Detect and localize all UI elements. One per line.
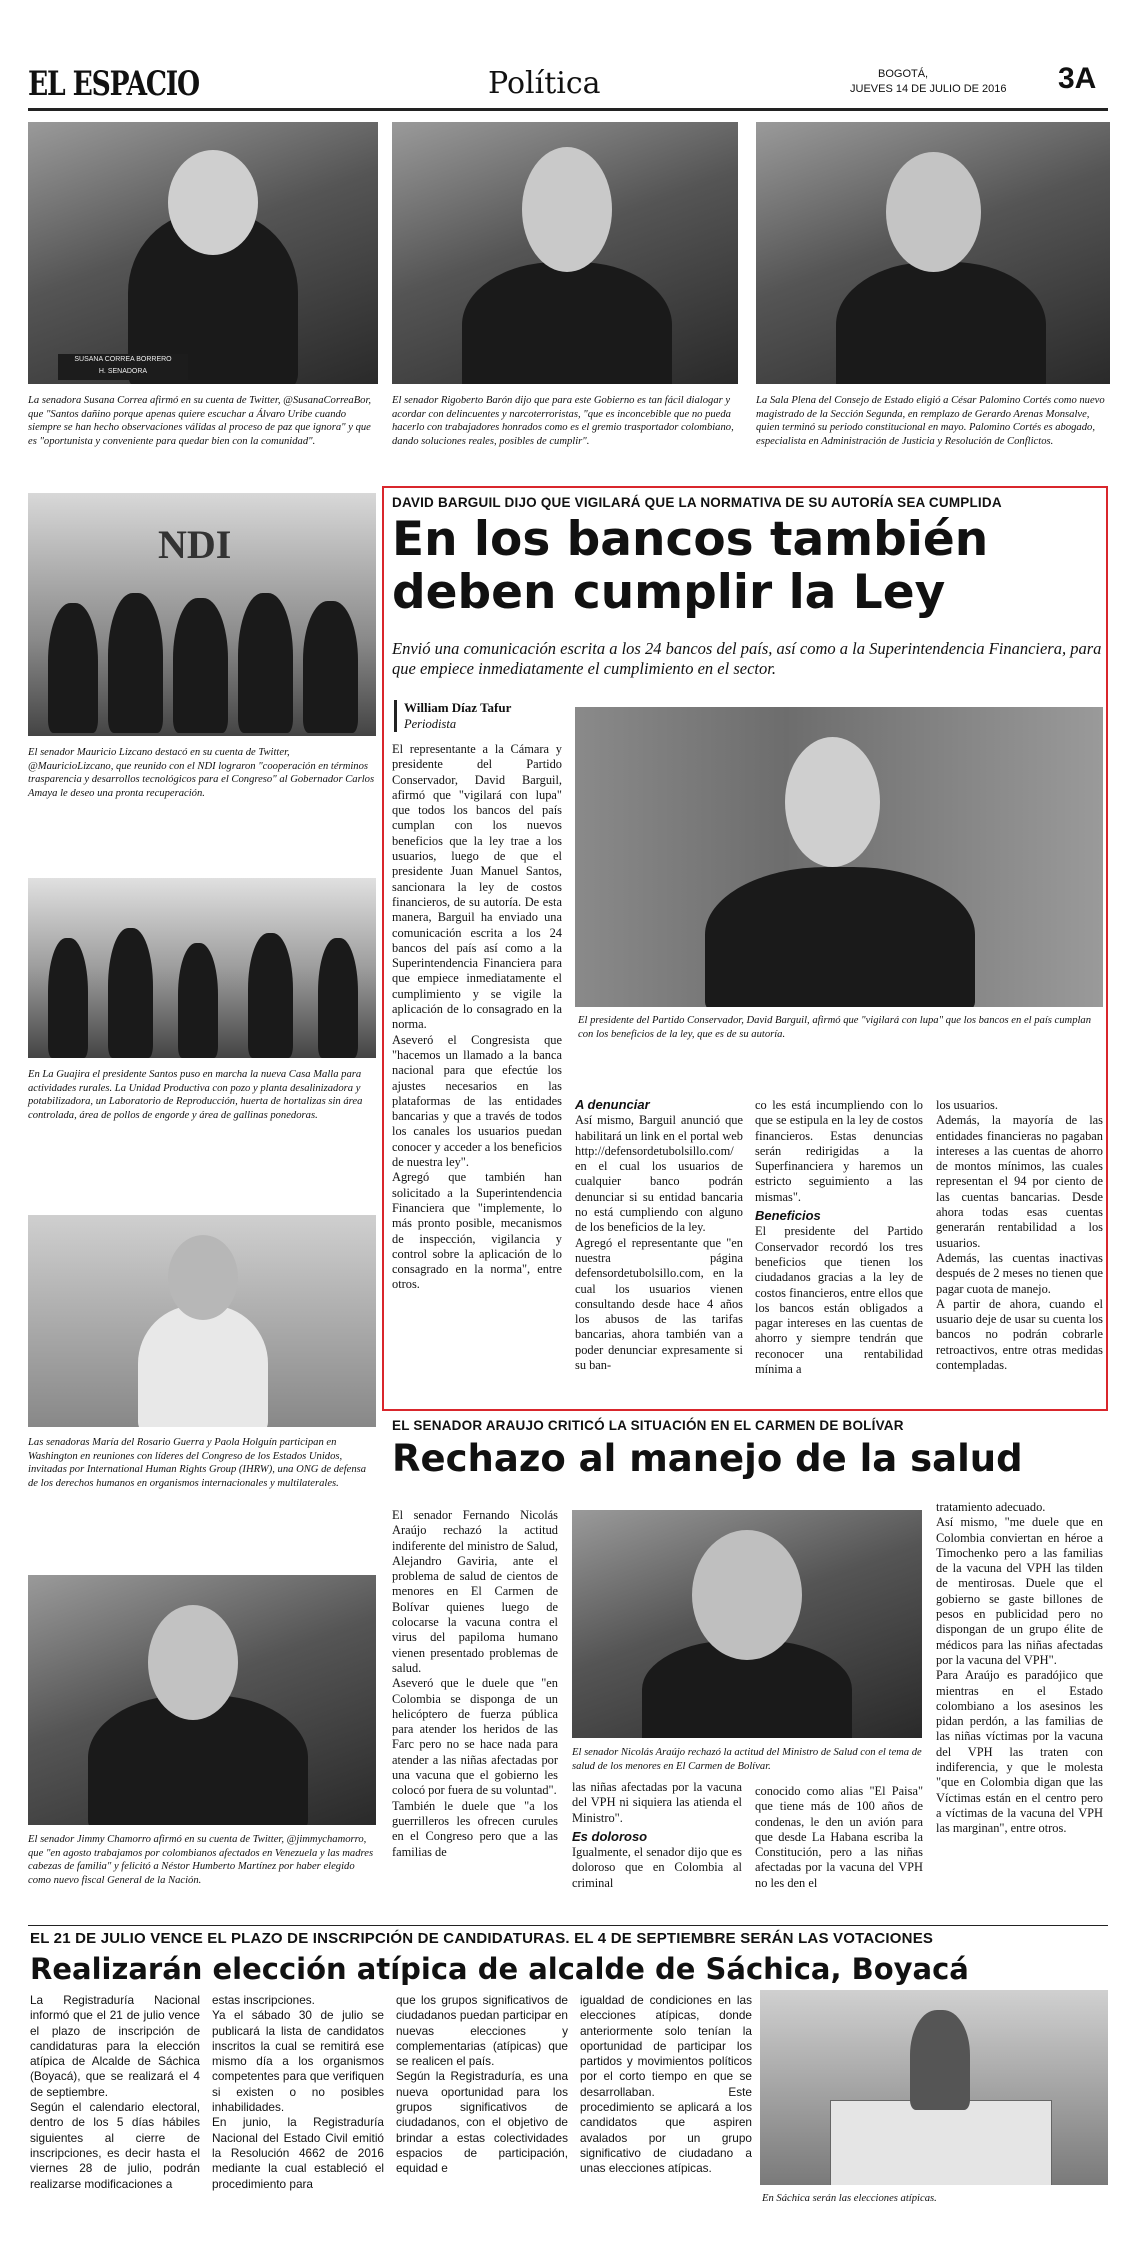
article1-col1: El representante a la Cámara y presidente del Partido Conservador, David Barguil, afirmó que "vigilará con lupa" que todos los bancos del país cumplan con los nuevos beneficios que la ley trae a los usuarios, luego de que el presidente Juan Manuel Santos, sancionara la ley de costos financieros, de su autoría. De esta manera, Barguil ha enviado una comunicación escrita a los 24 bancos del país así como a la Superintendencia Financiera para que empiece inmediatamente el cumplimiento y se vigile la aplicación de lo consagrado en la norma. Aseveró el Congresista que "hacemos un llamado a la banca nacional para que efectúe los ajustes necesarios en las plataformas de las entidades bancarias y que a través de todos los canales los usuarios puedan conocer y acceder a los beneficios de nuestra ley". Agregó que también han solicitado a la Superintendencia Financiera que "implemente, lo más pronto posible, mecanismos de inspección, vigilancia y control sobre la aplicación de lo consagrado en la norma", entre otros. [392,742,562,1292]
article2-col1: El senador Fernando Nicolás Araújo rechazó la actitud indiferente del ministro de Salud, Alejandro Gaviria, ante el problema de salud de cientos de menores en El Carmen de Bolívar quienes luego de colocarse la vacuna contra el virus del papiloma humano vienen presentado problemas de salud. Aseveró que le duele que "en Colombia se disponga de un helicóptero de fuerza pública para atender los heridos de las Farc pero no se hace nada para atender a las niñas afectadas por una vacuna que el gobierno les colocó por fuera de su voluntad". También le duele que "a los guerrilleros les ofrecen curules en el Congreso pero que a las familias de [392,1508,558,1859]
dateline-city: BOGOTÁ, [878,68,929,80]
article3-headline: Realizarán elección atípica de alcalde de Sáchica, Boyacá [30,1952,969,1986]
photo-ndi-meeting [28,493,376,736]
article3-kicker: EL 21 DE JULIO VENCE EL PLAZO DE INSCRIPCIÓN DE CANDIDATURAS. EL 4 DE SEPTIEMBRE SERÁN LAS VOTACIONES [30,1930,934,1947]
caption-david-barguil: El presidente del Partido Conservador, David Barguil, afirmó que "vigilará con lupa" que los bancos en el país cumplan con los beneficios de la ley, que es de su autoría. [578,1015,1092,1040]
article3-col2: estas inscripciones. Ya el sábado 30 de julio se publicará la lista de candidatos inscritos la cual se remitirá ese mismo día a los organismos competentes para que verifiquen si existen o no posibles inhabilidades. En junio, la Registraduría Nacional del Estado Civil emitió la Resolución 4662 de 2016 mediante la cual estableció el procedimiento para [212,1993,384,2191]
masthead-rule [28,108,1108,111]
article1-col4: los usuarios. Además, la mayoría de las entidades financieras no pagaban intereses a las cuentas de ahorro de montos mínimos, las cuales representan el 94 por ciento de las cuentas bancarias. Desde ahora todas esas cuentas generarán rentabilidad a los usuarios. Además, las cuentas inactivas después de 2 meses no tienen que pagar cuota de manejo. A partir de ahora, cuando el usuario deje de usar su cuenta los bancos no podrán cobrarle retroactivos, entre otras medidas contempladas. [936,1098,1103,1373]
caption-la-guajira: En La Guajira el presidente Santos puso en marcha la nueva Casa Malla para actividades rurales. La Unidad Productiva con pozo y planta desalinizadora y potabilizadora, un Laboratorio de Reproducción, huerta de hortalizas sin área controlada, área de pollos de engorde y área de gallinas ponedoras. [28,1069,363,1121]
article3-col4: igualdad de condiciones en las elecciones atípicas, donde anteriormente solo tenían la oportunidad de participar los partidos y movimientos políticos por el corto tiempo en que se desarrollaban. Este procedimiento se aplicará a los candidatos que aspiren avalados por un grupo significativo de ciudadano a unas elecciones atípicas. [580,1993,752,2176]
dateline-date: JUEVES 14 DE JULIO DE 2016 [850,83,1007,95]
byline-author: William Díaz Tafur [404,700,512,715]
byline-bar [394,700,397,732]
article2-col2: las niñas afectadas por la vacuna del VPH ni siquiera las atienda el Ministro". Es doloroso Igualmente, el senador dijo que es doloroso que en Colombia al criminal [572,1780,742,1890]
photo-cesar-palomino [756,122,1110,384]
caption-susana-correa: La senadora Susana Correa afirmó en su cuenta de Twitter, @SusanaCorreaBor, que "Santos dañino porque apenas quiere escuchar a Álvaro Uribe cuando siempre se han hecho observaciones válidas al proceso de paz que ignora" y que es "oportunista y conveniente para quedar bien con la comunidad". [28,395,372,447]
caption-rigoberto-baron: El senador Rigoberto Barón dijo que para este Gobierno es tan fácil dialogar y acordar con delincuentes y narcoterroristas, "que es inconcebible que no pueda hacerlo con trabajadores honrados como es el gremio trasportador colombiano, dando soluciones reales, posibles de cumplir". [392,395,734,447]
subheading-beneficios: Beneficios [755,1208,821,1224]
article2-kicker: EL SENADOR ARAUJO CRITICÓ LA SITUACIÓN EN EL CARMEN DE BOLÍVAR [392,1418,904,1433]
caption-sachica: En Sáchica serán las elecciones atípicas. [762,2193,937,2204]
caption-senadoras: Las senadoras María del Rosario Guerra y Paola Holguín participan en Washington en reuniones con líderes del Congreso de los Estados Unidos, invitadas por International Human Rights Group (IHRW), una ONG de defensa de los derechos humanos en organismos internacionales y multilaterales. [28,1437,367,1489]
article2-col3: conocido como alias "El Paisa" que tiene más de 100 años de condenas, le den un avión para que desde La Habana escriba la Constitución, pero a las niñas afectadas por la vacuna del VPH no les den el [755,1784,923,1890]
nameplate: SUSANA CORREA BORRERO H. SENADORA [58,354,188,380]
photo-jimmy-chamorro [28,1575,376,1825]
masthead [28,62,1108,108]
photo-rigoberto-baron [392,122,738,384]
article3-col1: La Registraduría Nacional informó que el 21 de julio vence el plazo de inscripción de candidaturas para la elección atípica de Alcalde de Sáchica (Boyacá), que se realizará el 4 de septiembre. Según el calendario electoral, dentro de los 5 días hábiles siguientes al cierre de inscripciones, es decir hasta el viernes 28 de julio, podrán realizarse modificaciones a [30,1993,200,2191]
article3-col3: que los grupos significativos de ciudadanos puedan participar en nuevas elecciones y complementarias (atípicas) que se realicen el país. Según la Registraduría, es una nueva oportunidad para los grupos significativos de ciudadanos, con el objetivo de brindar a estas colectividades espacios de participación, equidad e [396,1993,568,2176]
byline-role: Periodista [404,717,457,731]
article2-col4: tratamiento adecuado. Así mismo, "me duele que en Colombia conviertan en héroe a Timochenko pero a las familias de la vacuna del VPH las tilden de mentirosas. Duele que el gobierno se gaste billones de pesos en publicidad pero no dispongan de un grupo élite de médicos para las niñas afectadas por la vacuna del VPH". Para Araújo es paradójico que mientras en el Estado colombiano a los asesinos les pidan perdón, a las familias de las niñas víctimas por la vacuna del VPH las traten con indiferencia, y que le molesta "que en Colombia digan que las Víctimas están en el centro pero a víctimas de la vacuna del VPH las marginan", entre otros. [936,1500,1103,1836]
subheading-a-denunciar: A denunciar [575,1097,650,1112]
subheading-es-doloroso: Es doloroso [572,1828,648,1844]
caption-jimmy-chamorro: El senador Jimmy Chamorro afirmó en su cuenta de Twitter, @jimmychamorro, que "en agosto trabajamos por colombianos afectados en Venezuela y las madres cabezas de familia" y felicitó a Néstor Humberto Martínez por haber elegido como nuevo fiscal General de la Nación. [28,1834,374,1886]
ndi-sign: NDI [158,522,232,567]
article1-headline-line2: deben cumplir la Ley [392,565,946,620]
photo-susana-correa [28,122,378,384]
article1-kicker: DAVID BARGUIL DIJO QUE VIGILARÁ QUE LA NORMATIVA DE SU AUTORÍA SEA CUMPLIDA [392,495,1002,510]
caption-mauricio-lizcano: El senador Mauricio Lizcano destacó en su cuenta de Twitter, @MauricioLizcano, que reunido con el NDI lograron "cooperación en términos trasparencia y desarrollos tecnológicos para el Congreso" al Gobernador Carlos Amaya le deseo una pronta recuperación. [28,747,375,799]
photo-nicolas-araujo [572,1510,922,1738]
photo-senadoras [28,1215,376,1427]
newspaper-logo: EL ESPACIO [28,64,199,104]
article3-rule [28,1925,1108,1926]
article2-headline: Rechazo al manejo de la salud [392,1437,1023,1480]
article1-col2: A denunciar Así mismo, Barguil anunció que habilitará un link en el portal web http://defensordetubolsillo.com/ en el cual los usuarios de cualquier banco podrán denunciar si su entidad bancaria no está cumpliendo con alguno de los beneficios de la ley. Agregó el representante que "en nuestra página defensordetubolsillo.com, en la cual los usuarios vienen consultando desde hace 4 años los abusos de las tarifas bancarias, ahora también van a poder denunciar expresamente si su ban- [575,1097,743,1373]
photo-david-barguil [575,707,1103,1007]
article1-headline-line1: En los bancos también [392,512,989,567]
article1-col3: co les está incumpliendo con lo que se estipula en la ley de costos financieros. Estas denuncias serán redirigidas a la Superfinanciera y haremos un estricto seguimiento a las mismas". Beneficios El presidente del Partido Conservador recordó los tres beneficios que tienen los ciudadanos gracias a la ley de costos financieros, entre ellos que los bancos están obligados a pagar intereses en las cuentas de ahorro y siempre tendrán que reconocer una rentabilidad mínima a [755,1098,923,1377]
page-number: 3A [1058,62,1097,95]
section-title: Política [488,66,601,101]
photo-sachica-ballot [760,1990,1108,2185]
caption-nicolas-araujo: El senador Nicolás Araújo rechazó la actitud del Ministro de Salud con el tema de salud de los menores en El Carmen de Bolívar. [572,1747,922,1772]
article1-deck: Envió una comunicación escrita a los 24 bancos del país, así como a la Superintendencia Financiera, para que empiece inmediatamente el cumplimiento en el sector. [392,639,1102,678]
caption-cesar-palomino: La Sala Plena del Consejo de Estado eligió a César Palomino Cortés como nuevo magistrado de la Sección Segunda, en remplazo de Gerardo Arenas Monsalve, quien terminó su periodo constitucional en mayo. Palomino Cortés es abogado, especialista en Administración de Justicia y Resolución de Conflictos. [756,395,1105,447]
photo-la-guajira [28,878,376,1058]
